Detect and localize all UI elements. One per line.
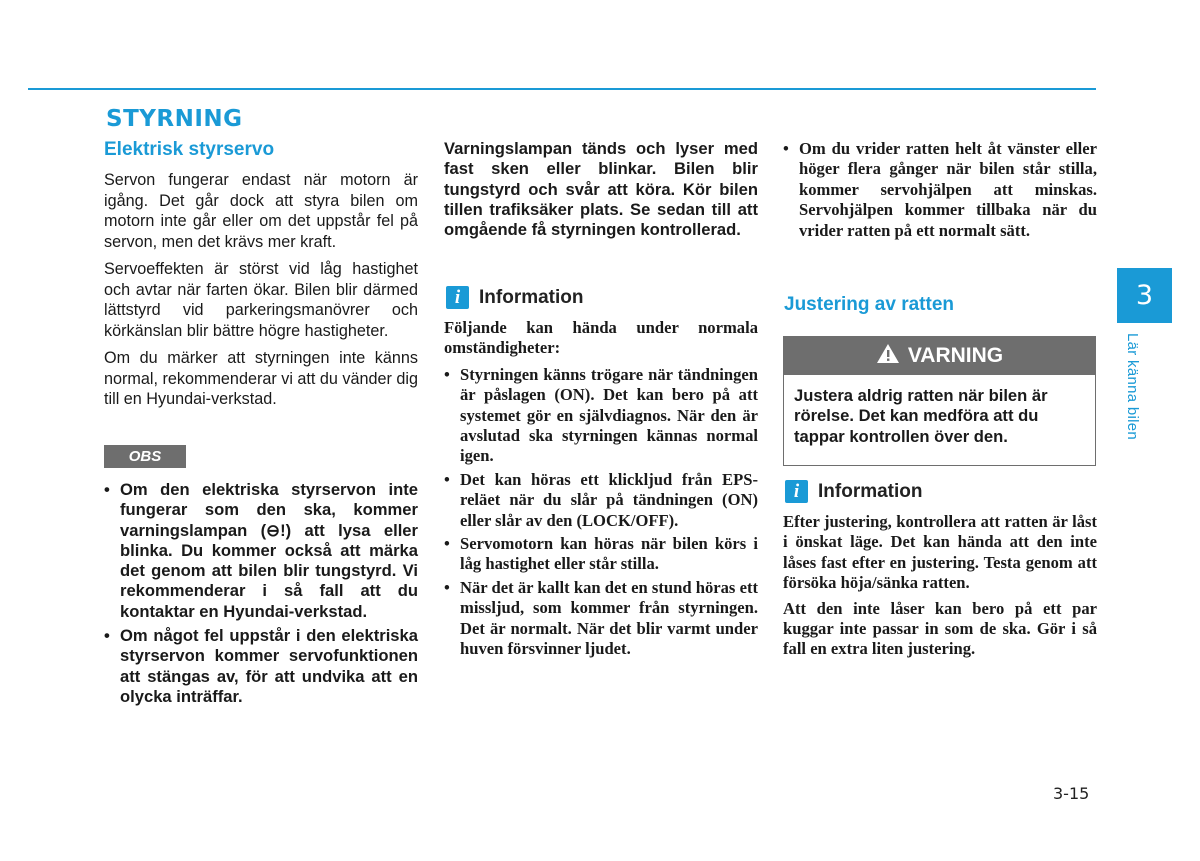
- info-heading: [785, 480, 923, 503]
- list-item: • Det kan höras ett klickljud från EPS-reläet när du slår på tändningen (ON) eller slår av den (LOCK/OFF).: [444, 470, 758, 531]
- col1-body: [104, 170, 418, 410]
- top-rule: [28, 88, 1096, 90]
- info-heading: [446, 286, 584, 309]
- chapter-title: [1120, 333, 1150, 463]
- warning-header: [784, 337, 1095, 375]
- info-body: [444, 318, 758, 660]
- paragraph: Servon fungerar endast när motorn är igång. Det går dock att styra bilen om motorn inte går eller om det uppstår fel på servon, men det krävs mer kraft.: [104, 171, 418, 251]
- subhead-justering: Justering av ratten: [784, 294, 954, 315]
- col2-warning-continuation: [444, 139, 758, 240]
- paragraph: Om du märker att styrningen inte känns normal, rekommenderar vi att du vänder dig till en Hyundai-verkstad.: [104, 349, 419, 408]
- list-item: • Styrningen känns trögare när tändningen är påslagen (ON). Det kan bero på att systemet gör en självdiagnos. När den är avslutad ska styrningen kännas normal igen.: [444, 365, 758, 467]
- chapter-number-tab: 3: [1117, 268, 1172, 323]
- section-title: STYRNING: [106, 106, 243, 132]
- warning-body: Justera aldrig ratten när bilen är rörelse. Det kan medföra att du tappar kontrollen över den.: [794, 386, 1048, 446]
- subhead-elektrisk-styrservo: Elektrisk styrservo: [104, 139, 275, 160]
- info-paragraph: Att den inte låser kan bero på ett par kuggar inte passar in som de ska. Gör i så fall en extra liten justering.: [783, 598, 1097, 659]
- paragraph: Servoeffekten är störst vid låg hastighet och avtar när farten ökar. Bilen blir därmed lättstyrd vid parkeringsmanövrer och körkänslan blir bättre högre hastigheter.: [104, 260, 418, 340]
- warning-box: [783, 336, 1096, 466]
- list-item: • Servomotorn kan höras när bilen körs i låg hastighet eller står stilla.: [444, 534, 758, 575]
- chapter-title-text: Lär känna bilen: [1124, 333, 1141, 441]
- info-label: Information: [818, 480, 923, 502]
- col3-top-list: [783, 139, 1097, 241]
- list-item: • Om något fel uppstår i den elektriska styrservon kommer servofunktionen att stängas av, för att undvika att en olycka inträffar.: [104, 626, 418, 707]
- obs-list: [104, 480, 418, 707]
- info-body: [783, 512, 1097, 660]
- obs-badge: OBS: [104, 445, 186, 468]
- list-item: • Om du vrider ratten helt åt vänster eller höger flera gånger när bilen står stilla, kommer servohjälpen att minskas. Servohjälpen kommer tillbaka när du vrider ratten på ett normalt sätt.: [783, 139, 1097, 241]
- info-paragraph: Efter justering, kontrollera att ratten är låst i önskat läge. Det kan hända att den inte låses fast efter en justering. Testa genom att försöka höja/sänka ratten.: [783, 512, 1097, 593]
- warning-text: Varningslampan tänds och lyser med fast sken eller blinkar. Bilen blir tungstyrd och svår att köra. Kör bilen tillen trafiksäker plats. Se sedan till att omgående få styrningen kontrollerad.: [444, 139, 758, 240]
- info-icon: i: [785, 480, 808, 503]
- info-label: Information: [479, 286, 584, 308]
- info-intro: Följande kan hända under normala omständigheter:: [444, 318, 758, 358]
- warning-title: VARNING: [907, 344, 1004, 367]
- page-number: 3-15: [1053, 784, 1090, 803]
- info-icon: i: [446, 286, 469, 309]
- list-item: • Om den elektriska styrservon inte fungerar som den ska, kommer varningslampan (⊖!) att lysa eller blinka. Du kommer också att märka det genom att bilen blir tungstyrd. Vi rekommenderar i så fall att du kontaktar en Hyundai-verkstad.: [104, 480, 418, 622]
- warning-triangle-icon: [876, 343, 900, 370]
- list-item: • När det är kallt kan det en stund höras ett missljud, som kommer från styrningen. Det är normalt. När det blir varmt under huven försvinner ljudet.: [444, 578, 758, 660]
